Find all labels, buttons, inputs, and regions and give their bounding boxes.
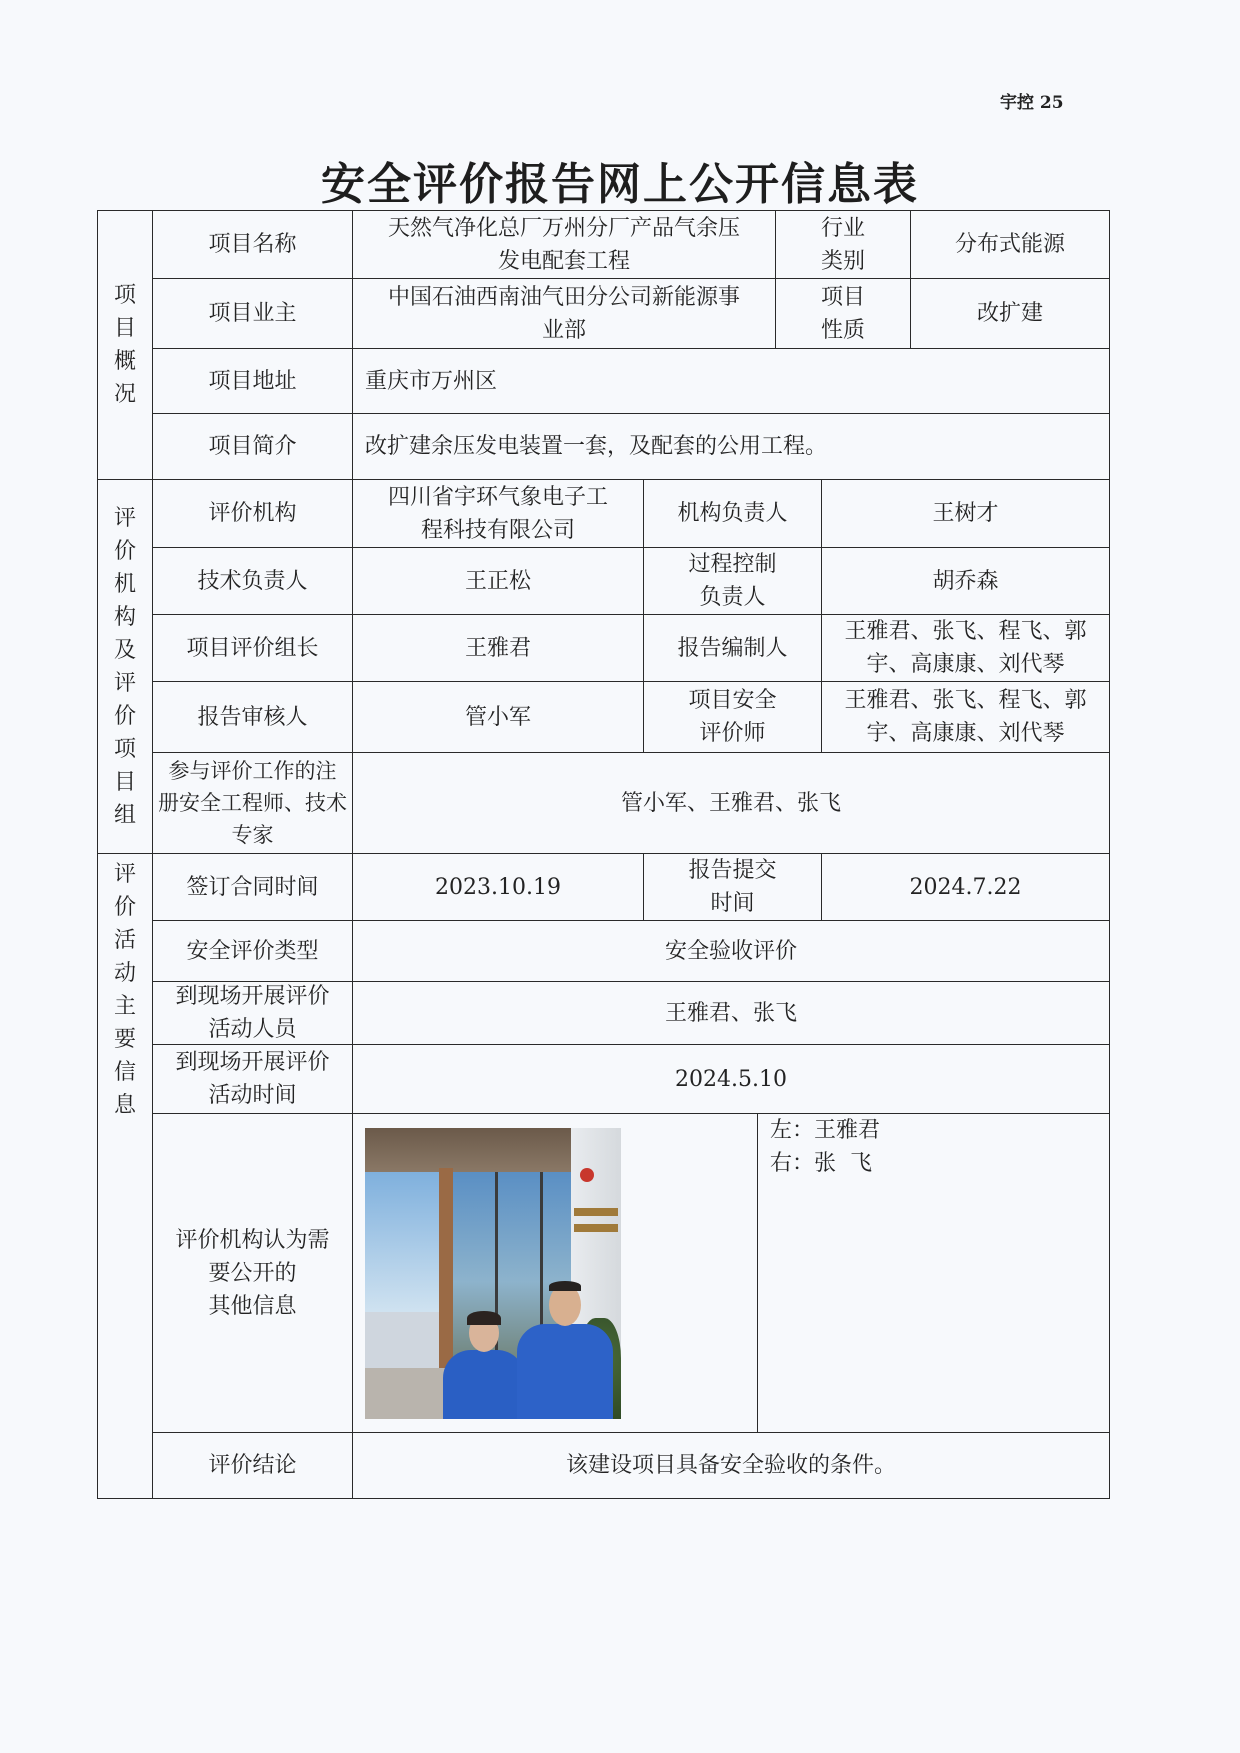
contract-label: 签订合同时间 xyxy=(152,853,353,921)
assessors-line: 王雅君、张飞、程飞、郭 xyxy=(844,688,1087,713)
section-char: 主 xyxy=(113,994,136,1019)
label-line: 参与评价工作的注 xyxy=(168,759,337,783)
writers-label: 报告编制人 xyxy=(643,614,822,682)
reviewer-value: 管小军 xyxy=(352,681,644,753)
section-char: 况 xyxy=(113,382,136,407)
document-code: 宇控 25 xyxy=(1000,93,1064,113)
type-label: 安全评价类型 xyxy=(152,920,353,982)
project-name-line: 天然气净化总厂万州分厂产品气余压 xyxy=(387,215,740,241)
org-value xyxy=(352,479,644,548)
project-name-label: 项目名称 xyxy=(152,210,353,279)
section-char: 目 xyxy=(113,316,136,341)
photo-sign-text xyxy=(574,1208,618,1216)
section-char: 评 xyxy=(113,670,136,696)
owner-value xyxy=(352,278,776,349)
section-label-agency xyxy=(97,479,153,854)
writers-value xyxy=(821,614,1110,682)
person-left xyxy=(443,1350,525,1419)
org-label: 评价机构 xyxy=(152,479,353,548)
label-line: 项目安全 xyxy=(688,688,777,713)
section-char: 信 xyxy=(113,1060,136,1085)
label-line: 到现场开展评价 xyxy=(175,984,330,1009)
engineers-value: 管小军、王雅君、张飞 xyxy=(352,752,1110,854)
label-line: 专家 xyxy=(231,823,274,847)
process-value: 胡乔森 xyxy=(821,547,1110,615)
label-line: 册安全工程师、技术 xyxy=(158,791,347,815)
label-line: 项目 xyxy=(820,284,865,310)
label-line: 类别 xyxy=(820,248,865,274)
label-line: 到现场开展评价 xyxy=(175,1050,330,1075)
photo-door-frame xyxy=(439,1168,453,1378)
section-char: 息 xyxy=(113,1093,136,1118)
section-char: 动 xyxy=(113,961,136,986)
contract-value: 2023.10.19 xyxy=(352,853,644,921)
writers-line: 王雅君、张飞、程飞、郭 xyxy=(844,619,1087,644)
photo-caption-right: 右：张 飞 xyxy=(770,1151,872,1176)
photo-sign-text xyxy=(574,1224,618,1232)
label-line: 负责人 xyxy=(699,585,766,610)
project-name-value xyxy=(352,210,776,279)
section-char: 价 xyxy=(113,895,136,920)
industry-value: 分布式能源 xyxy=(910,210,1110,279)
section-char: 概 xyxy=(113,349,136,374)
section-char: 项 xyxy=(113,283,136,308)
team-lead-label: 项目评价组长 xyxy=(152,614,353,682)
site-photo xyxy=(365,1128,621,1419)
label-line: 性质 xyxy=(820,317,865,343)
label-line: 活动时间 xyxy=(208,1083,297,1108)
section-char: 项 xyxy=(113,736,136,762)
section-char: 评 xyxy=(113,505,136,531)
label-line: 时间 xyxy=(710,891,755,916)
project-name-line: 发电配套工程 xyxy=(497,248,630,274)
label-line: 行业 xyxy=(820,215,865,241)
label-line: 报告提交 xyxy=(688,858,777,883)
engineers-label xyxy=(152,752,353,854)
section-char: 构 xyxy=(113,604,136,630)
photo-caption-cell xyxy=(757,1113,1110,1433)
page-title: 安全评价报告网上公开信息表 xyxy=(321,159,919,210)
label-line: 过程控制 xyxy=(688,552,777,577)
section-char: 价 xyxy=(113,538,136,564)
nature-label xyxy=(775,278,911,349)
intro-value: 改扩建余压发电装置一套，及配套的公用工程。 xyxy=(352,413,1110,480)
person-left-hair xyxy=(467,1311,501,1325)
address-value: 重庆市万州区 xyxy=(352,348,1110,414)
conclusion-label: 评价结论 xyxy=(152,1432,353,1499)
team-lead-value: 王雅君 xyxy=(352,614,644,682)
label-line: 评价师 xyxy=(699,721,766,746)
tech-lead-label: 技术负责人 xyxy=(152,547,353,615)
section-char: 组 xyxy=(113,802,136,828)
section-char: 价 xyxy=(113,703,136,729)
onsite-staff-label xyxy=(152,981,353,1045)
submit-label xyxy=(643,853,822,921)
type-value: 安全验收评价 xyxy=(352,920,1110,982)
other-info-label xyxy=(152,1113,353,1433)
assessors-value xyxy=(821,681,1110,753)
owner-label: 项目业主 xyxy=(152,278,353,349)
label-line: 其他信息 xyxy=(208,1293,297,1319)
process-label xyxy=(643,547,822,615)
intro-label: 项目简介 xyxy=(152,413,353,480)
label-line: 要公开的 xyxy=(208,1260,297,1286)
owner-line: 业部 xyxy=(541,317,586,343)
reviewer-label: 报告审核人 xyxy=(152,681,353,753)
label-line: 活动人员 xyxy=(208,1017,297,1042)
org-line: 四川省宇环气象电子工 xyxy=(387,484,608,510)
photo-caption-left: 左：王雅君 xyxy=(770,1118,881,1143)
address-label: 项目地址 xyxy=(152,348,353,414)
person-right xyxy=(517,1324,613,1419)
assessors-label xyxy=(643,681,822,753)
industry-label xyxy=(775,210,911,279)
org-line: 程科技有限公司 xyxy=(420,517,575,543)
section-char: 要 xyxy=(113,1027,136,1052)
org-head-label: 机构负责人 xyxy=(643,479,822,548)
section-char: 目 xyxy=(113,769,136,795)
assessors-line: 宇、高康康、刘代琴 xyxy=(866,721,1065,746)
company-logo-icon xyxy=(580,1168,594,1182)
person-right-hair xyxy=(549,1281,581,1291)
section-char: 活 xyxy=(113,928,136,953)
conclusion-value: 该建设项目具备安全验收的条件。 xyxy=(352,1432,1110,1499)
onsite-time-value: 2024.5.10 xyxy=(352,1044,1110,1114)
nature-value: 改扩建 xyxy=(910,278,1110,349)
writers-line: 宇、高康康、刘代琴 xyxy=(866,652,1065,677)
onsite-time-label xyxy=(152,1044,353,1114)
section-char: 及 xyxy=(113,637,136,663)
section-label-activity xyxy=(97,853,153,1499)
label-line: 评价机构认为需 xyxy=(175,1227,330,1253)
onsite-staff-value: 王雅君、张飞 xyxy=(352,981,1110,1045)
section-label-overview xyxy=(97,210,153,480)
section-char: 评 xyxy=(113,862,136,887)
photo-sky xyxy=(365,1172,449,1312)
org-head-value: 王树才 xyxy=(821,479,1110,548)
owner-line: 中国石油西南油气田分公司新能源事 xyxy=(387,284,740,310)
tech-lead-value: 王正松 xyxy=(352,547,644,615)
section-char: 机 xyxy=(113,571,136,597)
submit-value: 2024.7.22 xyxy=(821,853,1110,921)
